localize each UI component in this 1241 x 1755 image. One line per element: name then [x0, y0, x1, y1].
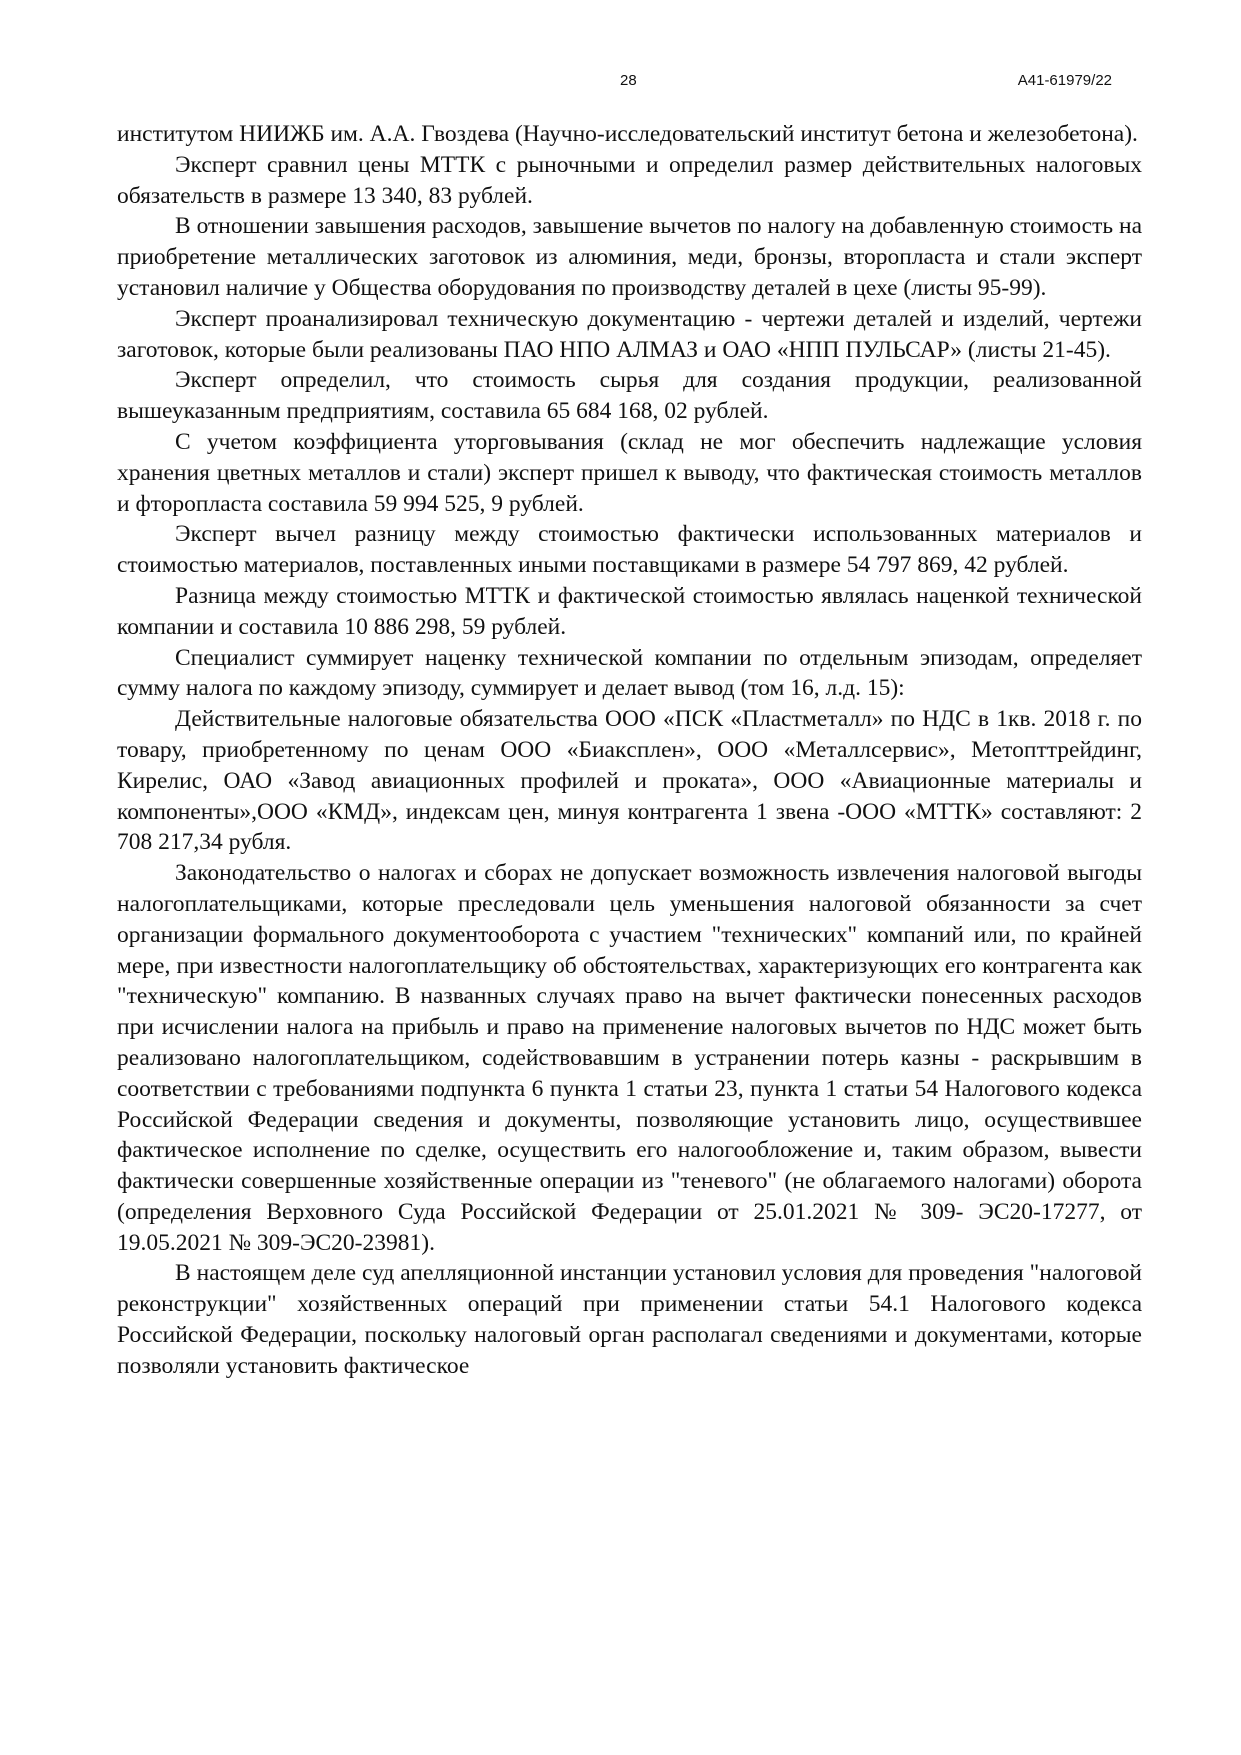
paragraph: Разница между стоимостью МТТК и фактической стоимостью являлась наценкой технической компании и составила 10 886 298, 59 рублей. [117, 582, 1142, 640]
paragraph: институтом НИИЖБ им. А.А. Гвоздева (Научно-исследовательский институт бетона и железобетона). [117, 121, 1138, 147]
paragraph: В настоящем деле суд апелляционной инстанции установил условия для проведения "налоговой реконструкции" хозяйственных операций при применении статьи 54.1 Налогового кодекса Российской Федерации, поскольку налоговый орган располагал сведениями и документами, которые позволяли установить фактическое [117, 1260, 1142, 1379]
paragraph: Эксперт сравнил цены МТТК с рыночными и определил размер действительных налоговых обязательств в размере 13 340, 83 рублей. [117, 151, 1142, 209]
paragraph: Эксперт проанализировал техническую документацию - чертежи деталей и изделий, чертежи заготовок, которые были реализованы ПАО НПО АЛМАЗ и ОАО «НПП ПУЛЬСАР» (листы 21-45). [117, 305, 1142, 363]
paragraph: Эксперт вычел разницу между стоимостью фактически использованных материалов и стоимостью материалов, поставленных иными поставщиками в размере 54 797 869, 42 рублей. [117, 521, 1142, 579]
page-header [0, 72, 1241, 92]
paragraph: Законодательство о налогах и сборах не допускает возможность извлечения налоговой выгоды налогоплательщиками, которые преследовали цель уменьшения налоговой обязанности за счет организации формального документооборота с участием "технических" компаний или, по крайней мере, при известности налогоплательщику об обстоятельствах, характеризующих его контрагента как "техническую" компанию. В названных случаях право на вычет фактически понесенных расходов при исчислении налога на прибыль и право на применение налоговых вычетов по НДС может быть реализовано налогоплательщиком, содействовавшим в устранении потерь казны - раскрывшим в соответствии с требованиями подпункта 6 пункта 1 статьи 23, пункта 1 статьи 54 Налогового кодекса Российской Федерации сведения и документы, позволяющие установить лицо, осуществившее фактическое исполнение по сделке, осуществить его налогообложение и, таким образом, вывести фактически совершенные хозяйственные операции из "теневого" (не облагаемого налогами) оборота (определения Верховного Суда Российской Федерации от 25.01.2021 № 309- ЭС20-17277, от 19.05.2021 № 309-ЭС20-23981). [117, 860, 1142, 1256]
document-body [117, 119, 1142, 1382]
paragraph: С учетом коэффициента уторговывания (склад не мог обеспечить надлежащие условия хранения цветных металлов и стали) эксперт пришел к выводу, что фактическая стоимость металлов и фторопласта составила 59 994 525, 9 рублей. [117, 428, 1142, 517]
paragraph: Эксперт определил, что стоимость сырья для создания продукции, реализованной вышеуказанным предприятиям, составила 65 684 168, 02 рублей. [117, 367, 1142, 425]
paragraph: Действительные налоговые обязательства ООО «ПСК «Пластметалл» по НДС в 1кв. 2018 г. по товару, приобретенному по ценам ООО «Биакcплен», ООО «Металлсервис», Метопттрейдинг, Кирелис, ОАО «Завод авиационных профилей и проката», ООО «Авиационные материалы и компоненты»,ООО «КМД», индексам цен, минуя контрагента 1 звена -ООО «МТТК» составляют: 2 708 217,34 рубля. [117, 706, 1142, 856]
paragraph: Специалист суммирует наценку технической компании по отдельным эпизодам, определяет сумму налога по каждому эпизоду, суммирует и делает вывод (том 16, л.д. 15): [117, 644, 1142, 702]
page-number: 28 [620, 72, 637, 89]
paragraph: В отношении завышения расходов, завышение вычетов по налогу на добавленную стоимость на приобретение металлических заготовок из алюминия, меди, бронзы, второпласта и стали эксперт установил наличие у Общества оборудования по производству деталей в цехе (листы 95-99). [117, 213, 1142, 301]
case-number: А41-61979/22 [1017, 72, 1112, 89]
